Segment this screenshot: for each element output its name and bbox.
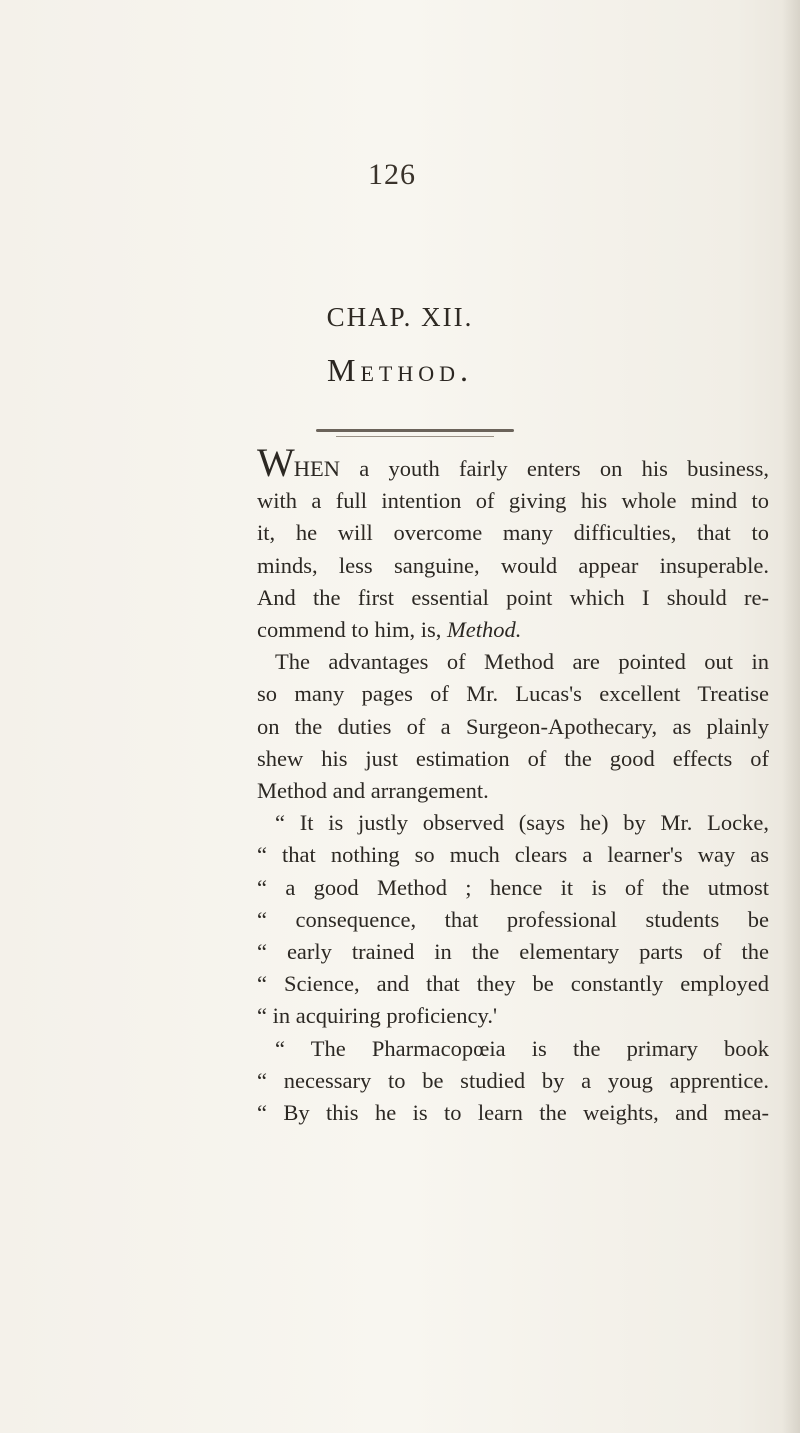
text-line: so many pages of Mr. Lucas's excellent Treatise	[257, 681, 769, 707]
page-edge-shadow	[782, 0, 800, 1433]
text-line: The advantages of Method are pointed out in	[275, 649, 769, 675]
italic-term: Method.	[447, 617, 522, 643]
text-line: “ The Pharmacopœia is the primary book	[275, 1035, 769, 1061]
page-number: 126	[368, 158, 416, 191]
text-line: “ a good Method ; hence it is of the utmost	[257, 874, 769, 900]
text-line: “ By this he is to learn the weights, and mea-	[257, 1100, 769, 1126]
chapter-title: Method.	[327, 352, 473, 388]
text-line: WHEN a youth fairly enters on his business,	[257, 440, 769, 485]
chapter-heading: CHAP. XII.	[326, 302, 474, 332]
body-text	[257, 440, 769, 1129]
text-line: “ that nothing so much clears a learner's way as	[257, 842, 769, 868]
text-line: “ in acquiring proficiency.'	[257, 1003, 497, 1029]
text-line: it, he will overcome many difficulties, that to	[257, 520, 769, 546]
text-line: shew his just estimation of the good effects of	[257, 745, 769, 771]
drop-cap: W	[257, 440, 294, 485]
text-line: commend to him, is, Method.	[257, 617, 522, 643]
text-line: “ necessary to be studied by a youg apprentice.	[257, 1067, 769, 1093]
text-line: And the first essential point which I should re-	[257, 584, 769, 610]
text-line: with a full intention of giving his whole mind to	[257, 488, 769, 514]
text-line: “ Science, and that they be constantly employed	[257, 971, 769, 997]
title-rule	[316, 429, 514, 432]
text-line: on the duties of a Surgeon-Apothecary, as plainly	[257, 713, 769, 739]
text-line: “ consequence, that professional students be	[257, 906, 769, 932]
text-line: minds, less sanguine, would appear insuperable.	[257, 552, 769, 578]
text-line: “ It is justly observed (says he) by Mr. Locke,	[275, 810, 769, 836]
text-line: Method and arrangement.	[257, 778, 489, 804]
text-line: “ early trained in the elementary parts of the	[257, 939, 769, 965]
title-rule-thin	[336, 436, 494, 437]
